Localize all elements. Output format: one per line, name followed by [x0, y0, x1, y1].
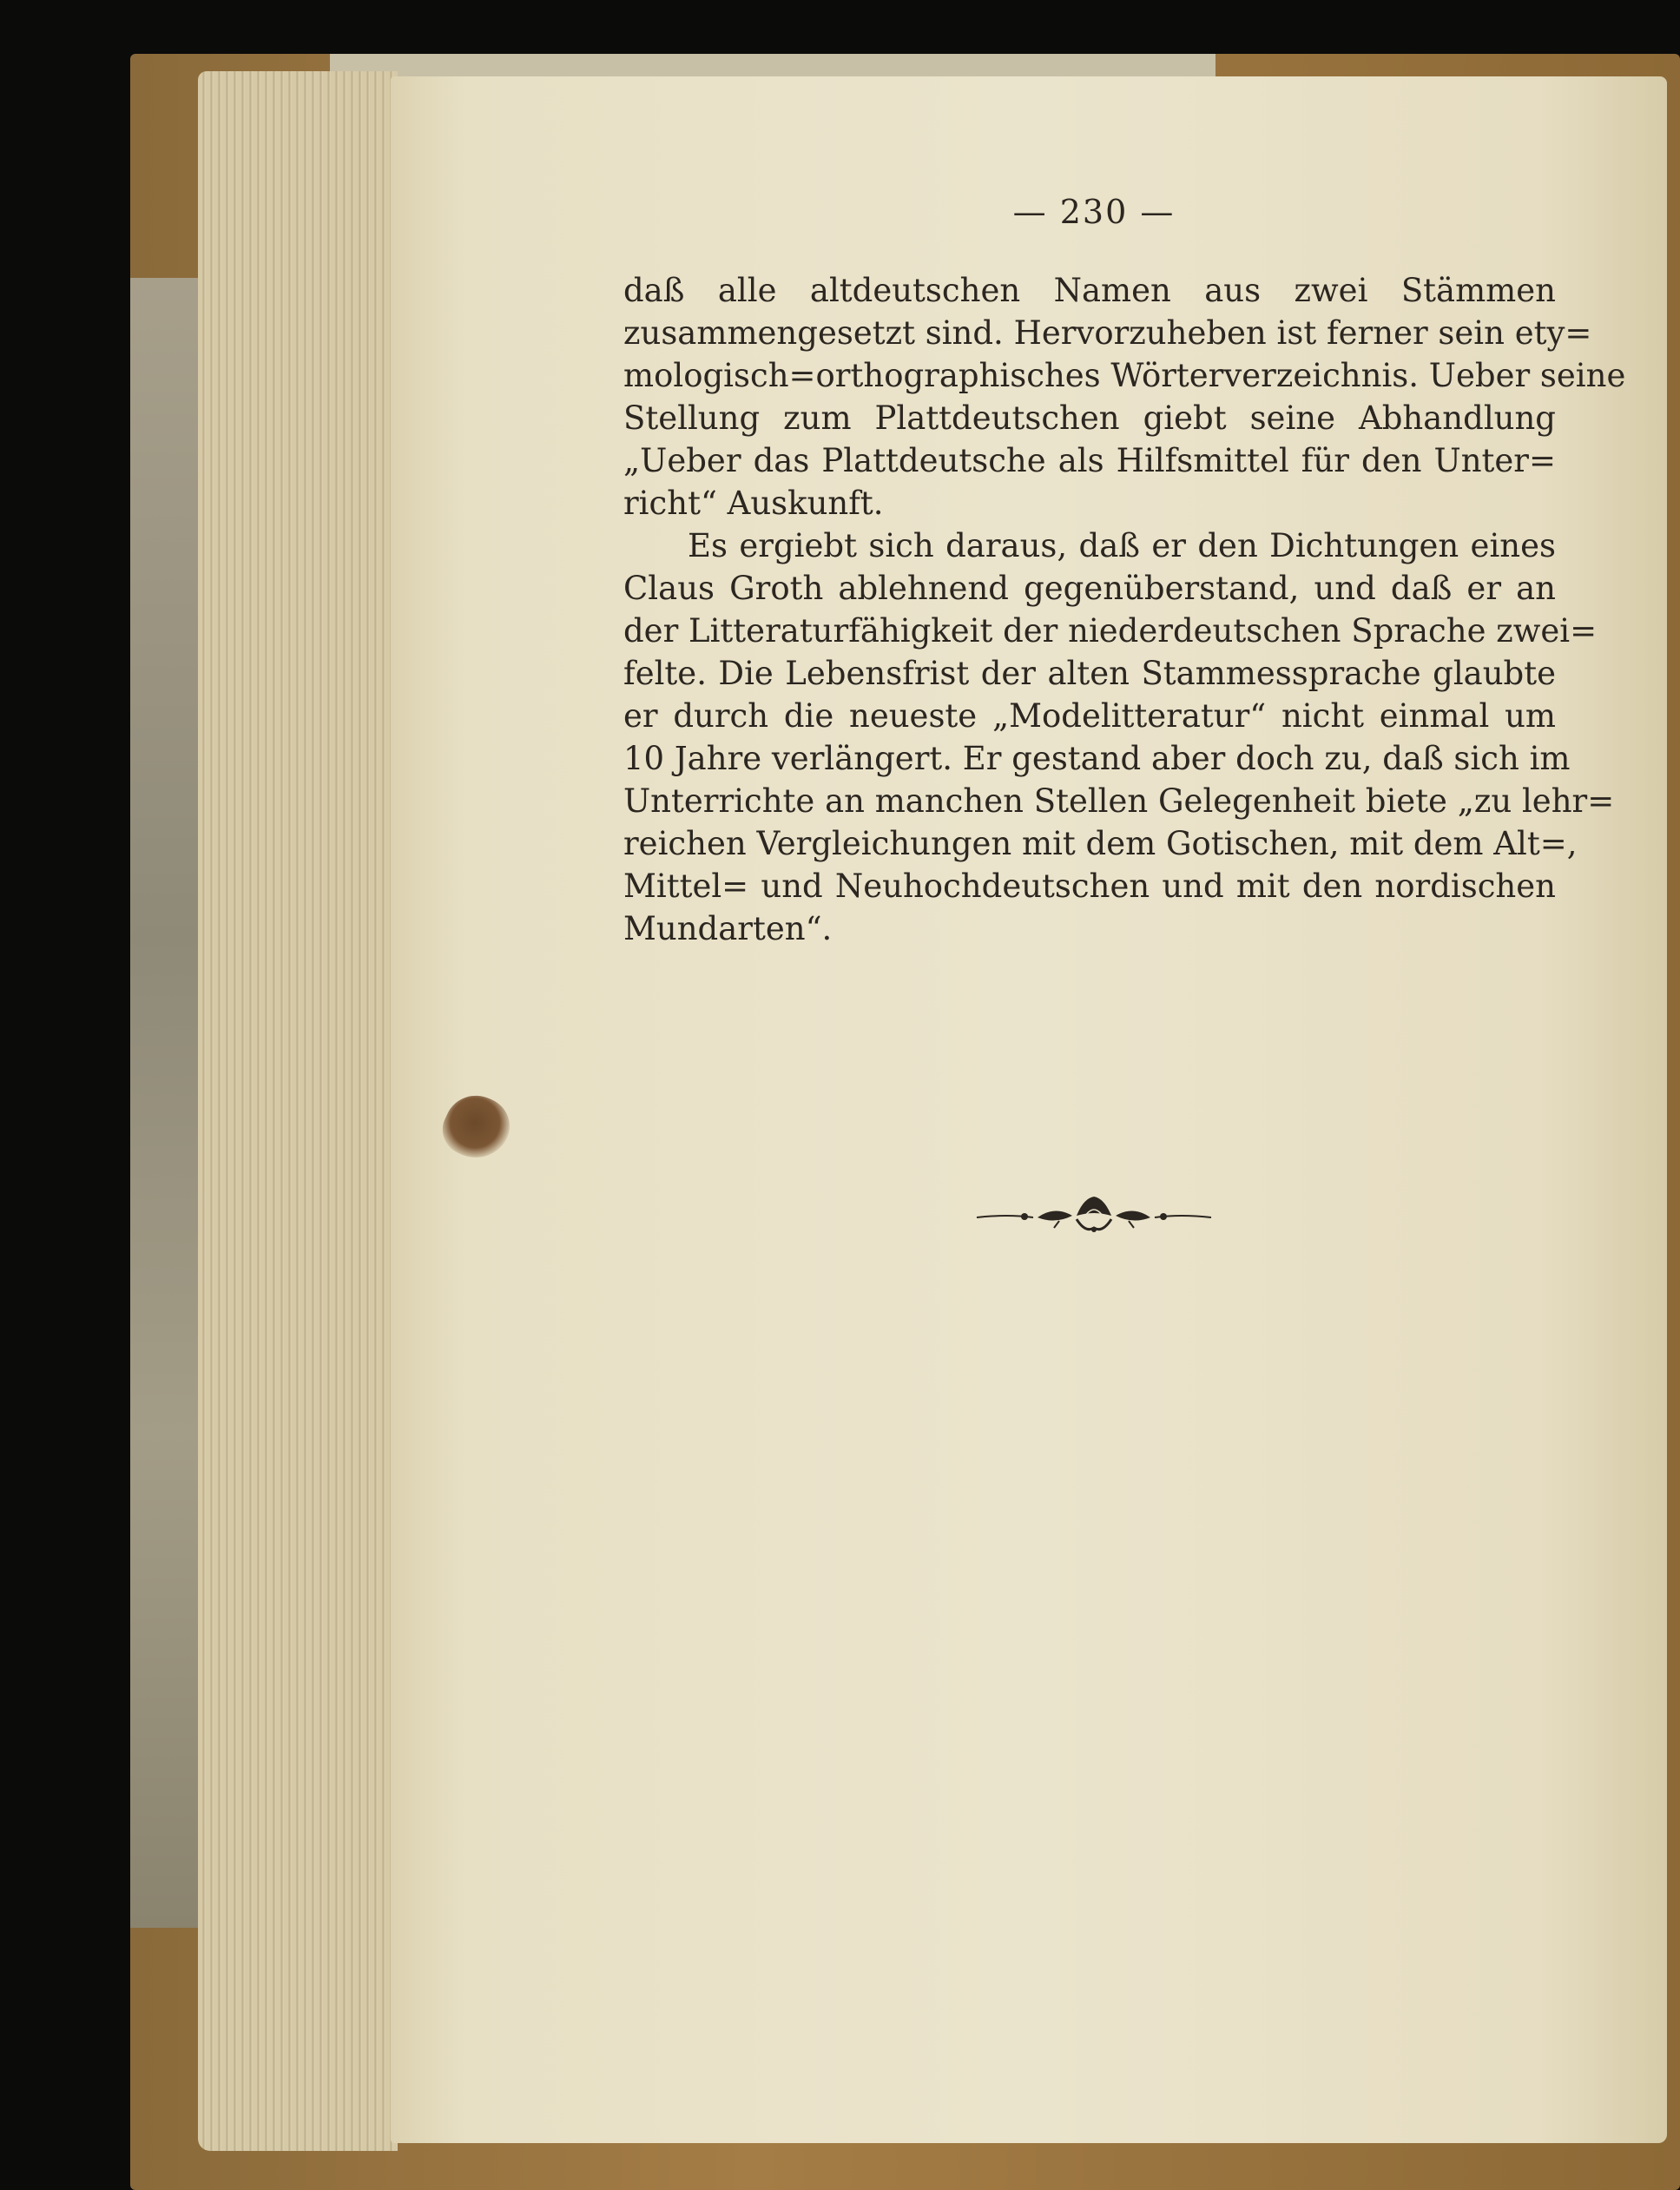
text-line: richt“ Auskunft.: [623, 485, 884, 522]
text-line: Mittel= und Neuhochdeutschen und mit den nordischen: [623, 867, 1556, 905]
body-text: [623, 269, 1626, 950]
text-line: Claus Groth ablehnend gegenüberstand, und daß er an: [623, 570, 1556, 607]
floral-vignette-icon: [972, 1190, 1216, 1242]
cover-edge-band: [330, 54, 1216, 78]
marbled-endpaper: [130, 278, 208, 1928]
page-number: — 230 —: [1012, 193, 1176, 231]
text-line: zusammengesetzt sind. Hervorzuheben ist ferner sein ety=: [623, 314, 1592, 352]
text-line: er durch die neueste „Modelitteratur“ nicht einmal um: [623, 697, 1556, 735]
text-line: 10 Jahre verlängert. Er gestand aber doch zu, daß sich im: [623, 740, 1571, 777]
text-line: Es ergiebt sich daraus, daß er den Dichtungen eines: [688, 527, 1556, 564]
text-line: felte. Die Lebensfrist der alten Stammessprache glaubte: [623, 655, 1556, 692]
text-line: der Litteraturfähigkeit der niederdeutschen Sprache zwei=: [623, 612, 1598, 650]
text-line: Stellung zum Plattdeutschen giebt seine Abhandlung: [623, 399, 1556, 437]
text-line: Unterrichte an manchen Stellen Gelegenheit biete „zu lehr=: [623, 782, 1615, 820]
text-line: Mundarten“.: [623, 910, 833, 947]
text-line: mologisch=orthographisches Wörterverzeichnis. Ueber seine: [623, 357, 1626, 394]
page-stack-edge: [198, 71, 398, 2151]
text-line: reichen Vergleichungen mit dem Gotischen, mit dem Alt=,: [623, 825, 1578, 862]
text-line: „Ueber das Plattdeutsche als Hilfsmittel für den Unter=: [623, 442, 1556, 479]
text-line: daß alle altdeutschen Namen aus zwei Stämmen: [623, 272, 1556, 309]
